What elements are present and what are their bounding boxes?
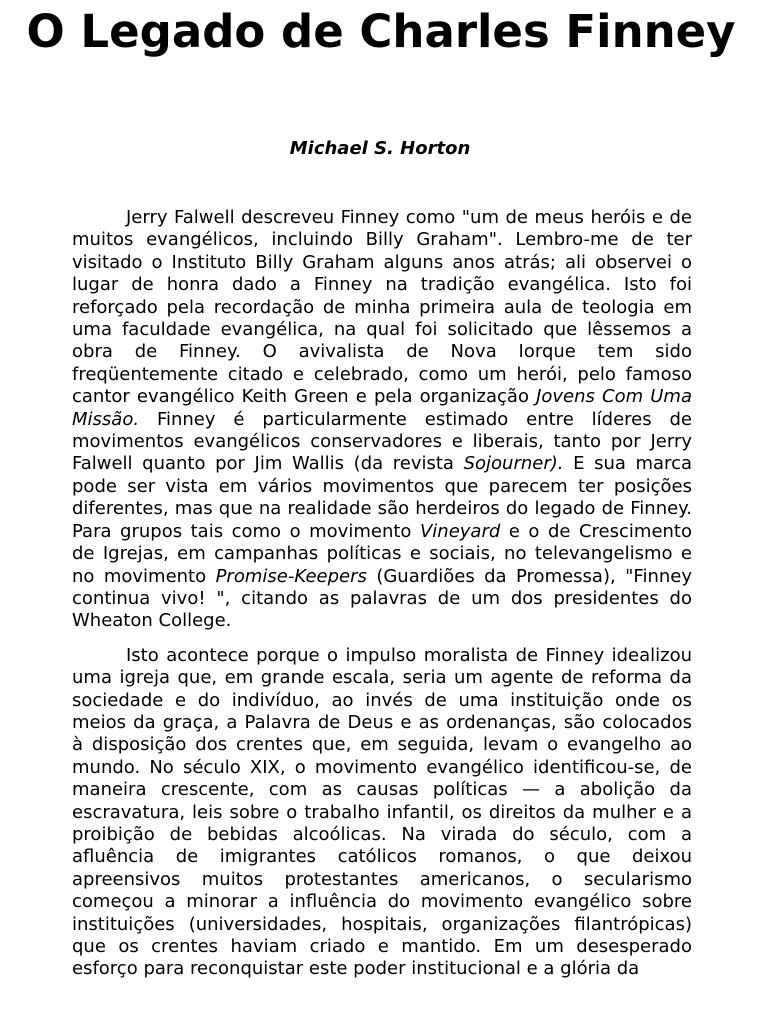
body-paragraph [72,645,692,981]
italic-text-run: Sojourner). [463,453,564,475]
body-paragraph [72,207,692,633]
text-run: Isto acontece porque o impulso moralista de Finney idealizou uma igreja que, em grande escala, seria um agente de reforma da sociedade e do indivíduo, ao invés de uma instituição onde os meios da graça, a Palavra de Deus e as ordenanças, são colocados à disposição dos crentes que, em seguida, levam o evangelho ao mundo. No século XIX, o movimento evangélico identificou-se, de maneira crescente, com as causas políticas — a abolição da escravatura, leis sobre o trabalho infantil, os direitos da mulher e a proibição de bebidas alcoólicas. Na virada do século, com a afluência de imigrantes católicos romanos, o que deixou apreensivos muitos protestantes americanos, o secularismo começou a minorar a influência do movimento evangélico sobre instituições (universidades, hospitais, organizações filantrópicas) que os crentes haviam criado e mantido. Em um desesperado esforço para reconquistar este poder institucional e a glória da [72,644,692,980]
text-run: E sua marca pode ser vista em vários movimentos que parecem ter posições diferentes, mas que na realidade são herdeiros do legado de Finney. Para grupos tais como o movimento [72,453,692,542]
text-run: Jerry Falwell descreveu Finney como "um de meus heróis e de muitos evangélicos, incluindo Billy Graham". Lembro-me de ter visitado o Instituto Billy Graham alguns anos atrás; ali observei o lugar de honra dado a Finney na tradição evangélica. Isto foi reforçado pela recordação de minha primeira aula de teologia em uma faculdade evangélica, na qual foi solicitado que lêssemos a obra de Finney. O avivalista de Nova Iorque tem sido freqüentemente citado e celebrado, como um herói, pelo famoso cantor evangélico Keith Green e pela organização [72,207,692,408]
document-body [72,207,692,993]
text-run: e o de Crescimento de Igrejas, em campanhas políticas e sociais, no televangelismo e no movimento [72,520,692,587]
document-title: O Legado de Charles Finney [26,5,736,58]
italic-text-run: Jovens Com Uma Missão. [72,386,692,430]
text-run: (Guardiões da Promessa), "Finney continua vivo! ", citando as palavras de um dos presidentes do Wheaton College. [72,565,692,632]
text-run: Finney é particularmente estimado entre líderes de movimentos evangélicos conservadores e liberais, tanto por Jerry Falwell quanto por Jim Wallis (da revista [72,408,692,475]
document-author: Michael S. Horton [289,138,471,159]
italic-text-run: Vineyard [419,520,501,542]
italic-text-run: Promise-Keepers [215,565,367,587]
